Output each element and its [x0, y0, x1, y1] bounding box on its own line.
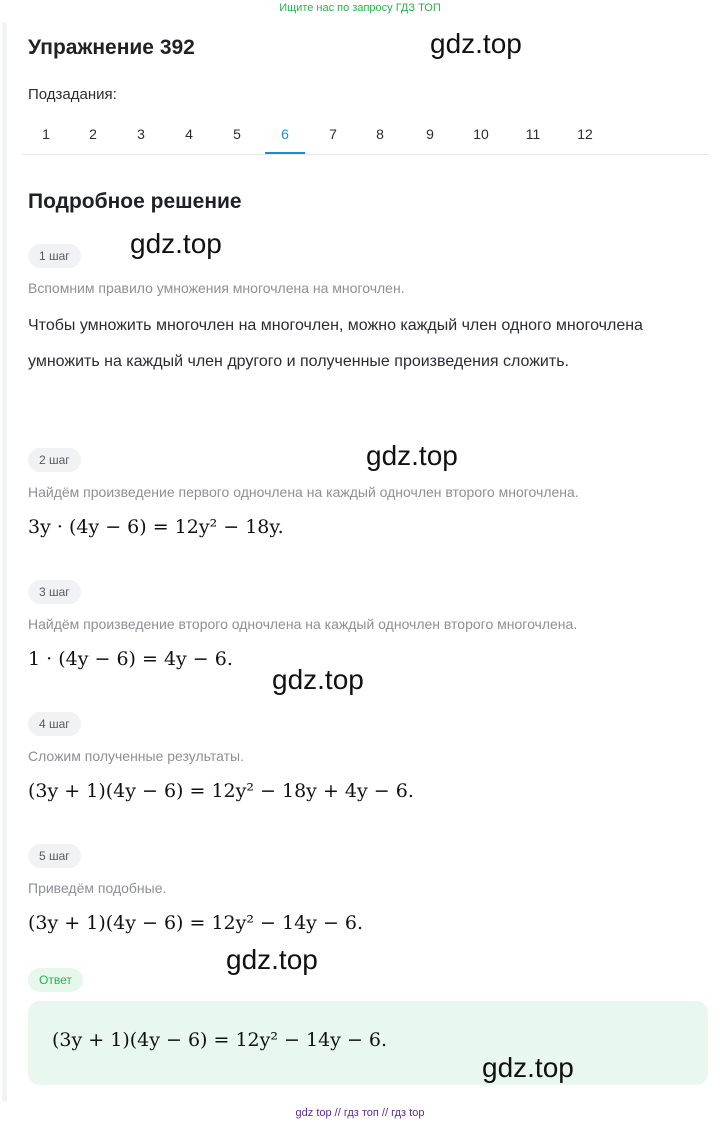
page-title: Упражнение 392 [28, 36, 195, 59]
subtask-tabs [22, 116, 708, 155]
answer-badge: Ответ [28, 968, 83, 992]
step-formula-3: 1 · (4y − 6) = 4y − 6. [28, 648, 233, 670]
tab-10[interactable]: 10 [473, 126, 489, 142]
step-hint-1: Вспомним правило умножения многочлена на многочлен. [28, 280, 405, 296]
subtasks-label: Подзадания: [28, 86, 117, 103]
watermark: gdz.top [226, 944, 318, 975]
tab-3[interactable]: 3 [137, 126, 145, 142]
step-badge-2: 2 шаг [28, 448, 81, 472]
watermark: gdz.top [130, 228, 222, 259]
watermark: gdz.top [272, 664, 364, 695]
tab-9[interactable]: 9 [426, 126, 434, 142]
step-hint-5: Приведём подобные. [28, 880, 167, 896]
tab-7[interactable]: 7 [329, 126, 337, 142]
tab-8[interactable]: 8 [376, 126, 384, 142]
tab-11[interactable]: 11 [525, 126, 541, 142]
tab-12[interactable]: 12 [577, 126, 593, 142]
step-badge-4: 4 шаг [28, 712, 81, 736]
step-hint-4: Сложим полученные результаты. [28, 748, 244, 764]
watermark: gdz.top [366, 440, 458, 471]
answer-box [28, 1001, 708, 1085]
answer-formula: (3y + 1)(4y − 6) = 12y² − 14y − 6. [52, 1029, 388, 1051]
watermark: gdz.top [482, 1052, 574, 1083]
step-hint-2: Найдём произведение первого одночлена на каждый одночлен второго многочлена. [28, 484, 579, 500]
tab-6[interactable]: 6 [265, 116, 305, 154]
tab-4[interactable]: 4 [185, 126, 193, 142]
step-formula-2: 3y · (4y − 6) = 12y² − 18y. [28, 516, 284, 538]
step-badge-3: 3 шаг [28, 580, 81, 604]
step-formula-5: (3y + 1)(4y − 6) = 12y² − 14y − 6. [28, 912, 364, 934]
step-formula-4: (3y + 1)(4y − 6) = 12y² − 18y + 4y − 6. [28, 780, 414, 802]
tab-5[interactable]: 5 [233, 126, 241, 142]
tab-1[interactable]: 1 [42, 126, 50, 142]
step-text-1: Чтобы умножить многочлен на многочлен, можно каждый член одного многочлена умножить на каждый член другого и полученные произведения сложить. [28, 317, 643, 370]
tab-2[interactable]: 2 [89, 126, 97, 142]
footer-links[interactable]: gdz top // гдз топ // гдз top [295, 1107, 425, 1119]
step-badge-1: 1 шаг [28, 244, 81, 268]
step-hint-3: Найдём произведение второго одночлена на каждый одночлен второго многочлена. [28, 616, 578, 632]
step-badge-5: 5 шаг [28, 844, 81, 868]
top-banner-link[interactable]: Ищите нас по запросу ГДЗ ТОП [279, 2, 441, 14]
left-divider [2, 22, 7, 1102]
watermark: gdz.top [430, 28, 522, 59]
solution-heading: Подробное решение [28, 190, 242, 213]
